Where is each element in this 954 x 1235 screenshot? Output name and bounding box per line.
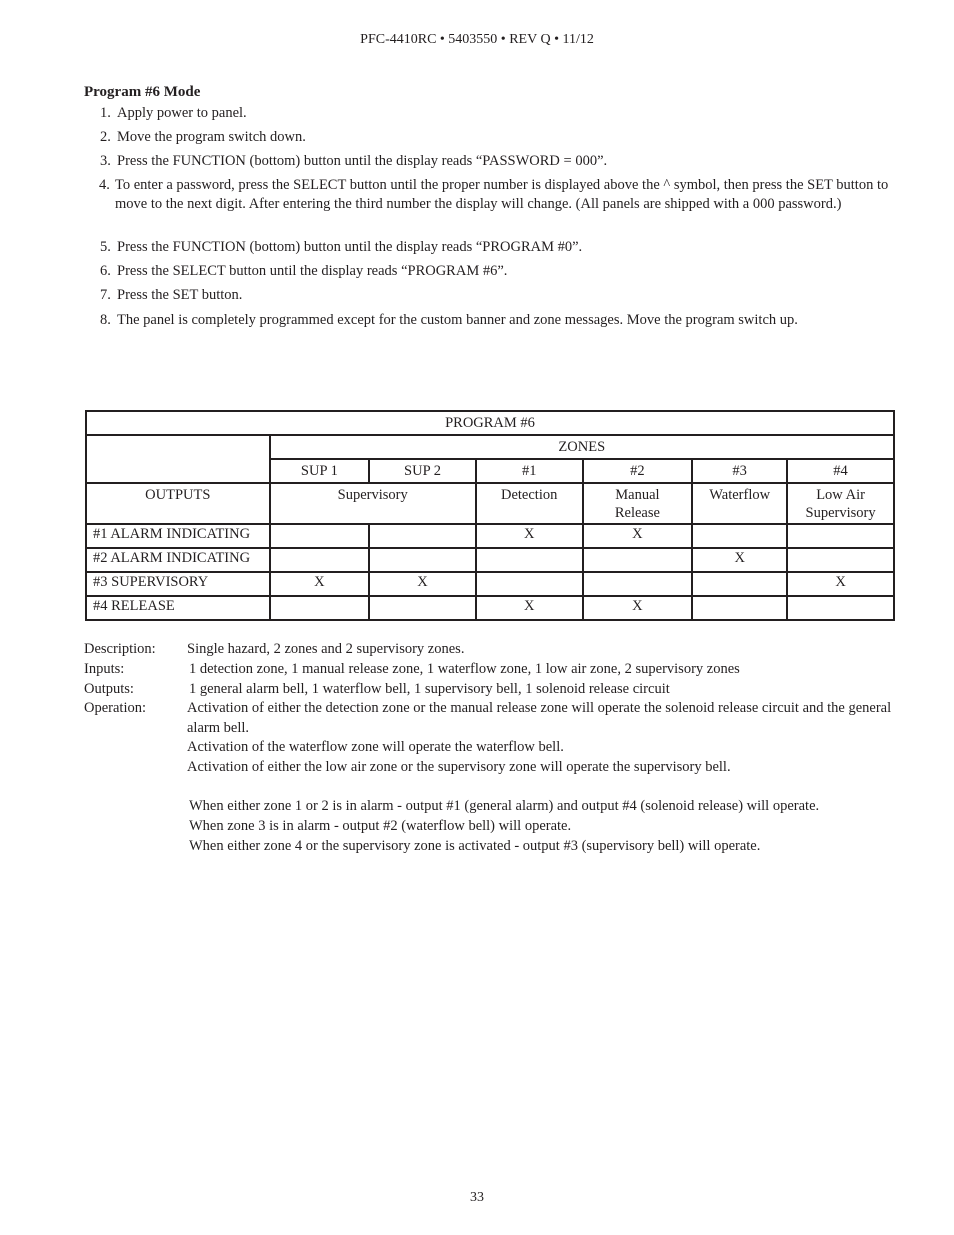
table-cell	[476, 548, 583, 572]
step-text: Apply power to panel.	[117, 105, 247, 121]
table-cell	[270, 524, 370, 548]
step-item	[100, 238, 900, 257]
step-number: 6.	[100, 263, 111, 279]
zone-header: #3	[692, 459, 787, 483]
step-number: 7.	[100, 287, 111, 303]
table-cell: X	[476, 524, 583, 548]
table-cell	[369, 596, 476, 620]
step-item	[100, 128, 900, 147]
output-label: #1 ALARM INDICATING	[86, 524, 270, 548]
table-cell	[692, 596, 787, 620]
step-text: Press the SET button.	[117, 287, 243, 303]
zone-type-supervisory: Supervisory	[270, 483, 476, 524]
table-cell: X	[270, 572, 370, 596]
table-cell	[369, 548, 476, 572]
table-cell	[787, 524, 894, 548]
zone-type-manual-release	[583, 483, 693, 524]
step-text: Move the program switch down.	[117, 129, 306, 145]
step-number: 4.	[99, 177, 110, 193]
table-title: PROGRAM #6	[86, 411, 894, 435]
step-text: Press the FUNCTION (bottom) button until the display reads “PROGRAM #0”.	[117, 239, 583, 255]
zone-type-line: Release	[614, 505, 660, 521]
zone-header: SUP 1	[270, 459, 370, 483]
operation-text: Activation of either the low air zone or the supervisory zone will operate the supervisory bell.	[187, 759, 731, 775]
step-item	[100, 176, 900, 214]
step-item	[100, 104, 900, 123]
table-corner-cell	[86, 435, 270, 483]
step-item	[100, 311, 900, 330]
zone-type-detection: Detection	[476, 483, 583, 524]
page-header: PFC-4410RC • 5403550 • REV Q • 11/12	[360, 32, 594, 47]
step-item	[100, 152, 900, 171]
step-number: 3.	[100, 153, 111, 169]
table-cell	[583, 548, 693, 572]
outputs-header: OUTPUTS	[86, 483, 270, 524]
step-number: 2.	[100, 129, 111, 145]
inputs-label: Inputs:	[84, 661, 125, 677]
step-text: The panel is completely programmed except for the custom banner and zone messages. Move the program switch up.	[117, 312, 798, 328]
operation-text: Activation of the waterflow zone will operate the waterflow bell.	[187, 739, 564, 755]
outputs-label: Outputs:	[84, 681, 134, 697]
table-cell	[270, 596, 370, 620]
table-row	[86, 572, 894, 596]
output-label: #2 ALARM INDICATING	[86, 548, 270, 572]
table-cell	[270, 548, 370, 572]
table-cell: X	[369, 572, 476, 596]
table-cell	[692, 524, 787, 548]
outputs-text: 1 general alarm bell, 1 waterflow bell, 1 supervisory bell, 1 solenoid release circuit	[189, 681, 670, 697]
table-cell	[476, 572, 583, 596]
section-title: Program #6 Mode	[84, 84, 201, 100]
note-text: When zone 3 is in alarm - output #2 (waterflow bell) will operate.	[189, 818, 572, 834]
zone-type-line: Low Air	[816, 487, 865, 503]
table-cell	[787, 548, 894, 572]
inputs-text: 1 detection zone, 1 manual release zone, 1 waterflow zone, 1 low air zone, 2 supervisory zones	[189, 661, 740, 677]
zone-type-line: Manual	[615, 487, 660, 503]
step-item	[100, 286, 900, 305]
step-number: 8.	[100, 312, 111, 328]
step-text: To enter a password, press the SELECT button until the proper number is displayed above the ^ symbol, then press the SET button to move to the next digit. After entering the third number the display will change. (All panels are shipped with a 000 password.)	[115, 177, 889, 212]
table-row	[86, 524, 894, 548]
table-cell: X	[476, 596, 583, 620]
step-number: 1.	[100, 105, 111, 121]
table-row	[86, 596, 894, 620]
page-number: 33	[470, 1190, 484, 1205]
zones-header: ZONES	[270, 435, 894, 459]
output-label: #3 SUPERVISORY	[86, 572, 270, 596]
operation-text: Activation of either the detection zone or the manual release zone will operate the solenoid release circuit and the general alarm bell.	[187, 700, 892, 736]
operation-label: Operation:	[84, 700, 147, 716]
description-text: Single hazard, 2 zones and 2 supervisory zones.	[187, 641, 465, 657]
table-cell: X	[692, 548, 787, 572]
zone-header: SUP 2	[369, 459, 476, 483]
description-label: Description:	[84, 641, 156, 657]
table-cell	[692, 572, 787, 596]
program-table	[85, 410, 895, 621]
note-text: When either zone 1 or 2 is in alarm - output #1 (general alarm) and output #4 (solenoid release) will operate.	[189, 798, 820, 814]
step-text: Press the SELECT button until the display reads “PROGRAM #6”.	[117, 263, 508, 279]
table-cell	[369, 524, 476, 548]
table-cell	[583, 572, 693, 596]
note-text: When either zone 4 or the supervisory zone is activated - output #3 (supervisory bell) will operate.	[189, 838, 761, 854]
step-item	[100, 262, 900, 281]
table-cell: X	[583, 524, 693, 548]
zone-header: #1	[476, 459, 583, 483]
table-cell: X	[583, 596, 693, 620]
step-text: Press the FUNCTION (bottom) button until the display reads “PASSWORD = 000”.	[117, 153, 608, 169]
zone-type-waterflow: Waterflow	[692, 483, 787, 524]
table-cell: X	[787, 572, 894, 596]
zone-header: #2	[583, 459, 693, 483]
zone-type-low-air	[787, 483, 894, 524]
zone-type-line: Supervisory	[805, 505, 876, 521]
output-label: #4 RELEASE	[86, 596, 270, 620]
table-cell	[787, 596, 894, 620]
table-row	[86, 548, 894, 572]
step-number: 5.	[100, 239, 111, 255]
zone-header: #4	[787, 459, 894, 483]
